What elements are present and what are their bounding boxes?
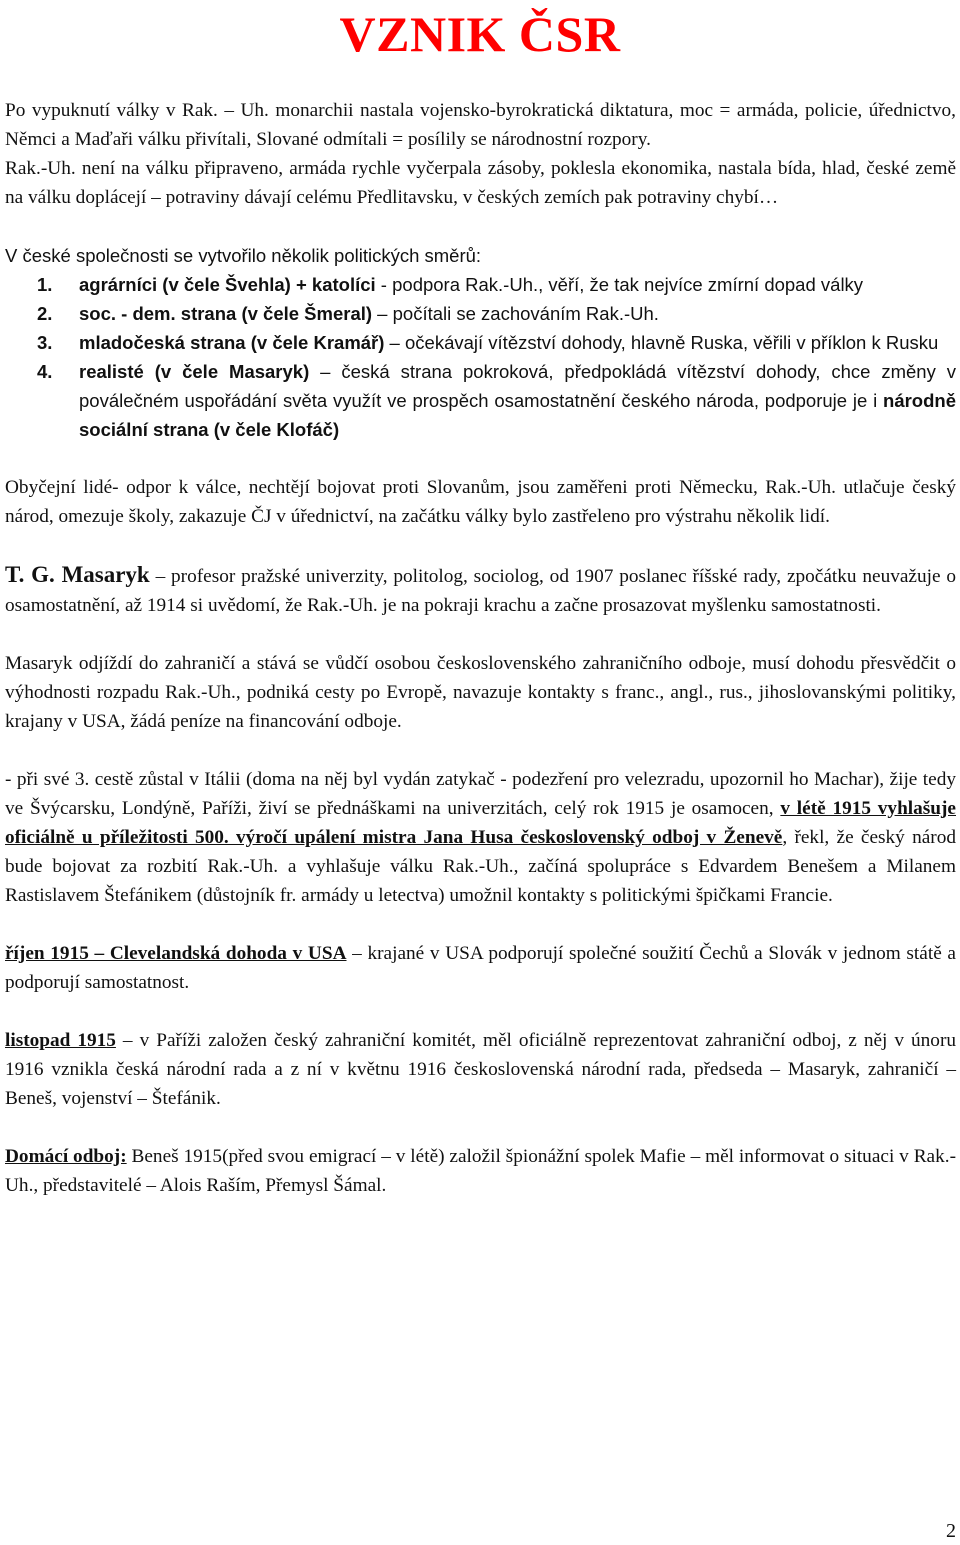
list-item bbox=[5, 270, 956, 299]
list-item-text: – počítali se zachováním Rak.-Uh. bbox=[372, 303, 659, 324]
committee-heading: listopad 1915 bbox=[5, 1030, 116, 1051]
paragraph-home-resistance: Domácí odboj: Beneš 1915(před svou emigrací – v létě) založil špionážní spolek Mafie – měl informovat o situaci v Rak.-Uh., představitelé – Alois Raším, Přemysl Šámal. bbox=[5, 1146, 956, 1196]
spacer bbox=[5, 1113, 956, 1142]
spacer bbox=[5, 736, 956, 765]
directions-intro: V české společnosti se vytvořilo několik politických směrů: bbox=[5, 245, 482, 266]
document-body bbox=[5, 96, 956, 1200]
list-number: 3. bbox=[37, 332, 53, 353]
list-item-bold: soc. - dem. strana (v čele Šmeral) bbox=[79, 303, 373, 324]
list-item-bold-2: národně sociální strana (v čele Klofáč) bbox=[79, 390, 956, 440]
list-number: 2. bbox=[37, 303, 53, 324]
geneva-declaration: v létě 1915 vyhlašuje oficiálně u příležitosti 500. výročí upálení mistra Jana Husa československý odboj v Ženevě bbox=[5, 798, 956, 848]
list-item-text: - podpora Rak.-Uh., věří, že tak nejvíce zmírní dopad války bbox=[375, 274, 864, 295]
list-item-text: – očekávají vítězství dohody, hlavně Ruska, věřili v příklon k Rusku bbox=[384, 332, 939, 353]
masaryk-text: – profesor pražské univerzity, politolog, sociolog, od 1907 poslanec říšské rady, zpočátku neuvažuje o osamostatnění, až 1914 si uvědomí, že Rak.-Uh. je na pokraji krachu a začne prosazovat myšlenku samostatnosti. bbox=[5, 566, 957, 616]
masaryk-name: Masaryk bbox=[61, 562, 150, 587]
spacer bbox=[5, 212, 956, 241]
paragraph-ordinary-people: Obyčejní lidé- odpor k válce, nechtějí bojovat proti Slovanům, jsou zaměřeni proti Německu, Rak.-Uh. utlačuje český národ, omezuje školy, zakazuje ČJ v úřednictví, na začátku války bylo zastřeleno pro výstrahu několik lidí. bbox=[5, 477, 956, 527]
list-item-bold: mladočeská strana (v čele Kramář) bbox=[79, 332, 385, 353]
list-number: 1. bbox=[37, 274, 53, 295]
cleveland-heading: říjen 1915 – Clevelandská dohoda v USA bbox=[5, 943, 347, 964]
list-item bbox=[5, 299, 956, 328]
paragraph-committee: listopad 1915 – v Paříži založen český zahraniční komitét, měl oficiálně reprezentovat zahraniční odboj, z něj v únoru 1916 vznikla česká národní rada a z ní v květnu 1916 československá národní rada, předseda – Masaryk, zahraničí – Beneš, vojenství – Štefánik. bbox=[5, 1030, 957, 1109]
spacer bbox=[5, 444, 956, 473]
spacer bbox=[5, 910, 956, 939]
political-directions-list bbox=[5, 270, 956, 444]
list-item-bold: agrárníci (v čele Švehla) + katolíci bbox=[79, 274, 376, 295]
list-item-text: – česká strana pokroková, předpokládá vítězství dohody, chce změny v poválečném uspořádání světa využít ve prospěch osamostatnění českého národa, podporuje je i bbox=[79, 361, 956, 411]
spacer bbox=[5, 620, 956, 649]
masaryk-prefix: T. G. bbox=[5, 562, 62, 587]
list-number: 4. bbox=[37, 361, 53, 382]
list-item bbox=[5, 328, 956, 357]
paragraph-cleveland: říjen 1915 – Clevelandská dohoda v USA – krajané v USA podporují společné soužití Čechů a Slovák v jednom státě a podporují samostatnost. bbox=[5, 943, 956, 993]
paragraph-unprepared: Rak.-Uh. není na válku připraveno, armáda rychle vyčerpala zásoby, poklesla ekonomika, nastala bída, hlad, české země na válku doplácejí – potraviny dávají celému Předlitavsku, v českých zemích pak potraviny chybí… bbox=[5, 158, 956, 208]
list-item-bold: realisté (v čele Masaryk) bbox=[79, 361, 310, 382]
list-item bbox=[5, 357, 956, 444]
document-title: VZNIK ČSR bbox=[339, 6, 621, 62]
spacer bbox=[5, 531, 956, 560]
spacer bbox=[5, 997, 956, 1026]
paragraph-third-journey: - při své 3. cestě zůstal v Itálii (doma na něj byl vydán zatykač - podezření pro velezradu, upozornil ho Machar), žije tedy ve Švýcarsku, Londýně, Paříži, živí se přednáškami na univerzitách, celý rok 1915 je osamocen, v létě 1915 vyhlašuje oficiálně u příležitosti 500. výročí upálení mistra Jana Husa československý odboj v Ženevě, řekl, že český národ bude bojovat za rozbití Rak.-Uh. a vyhlašuje válku Rak.-Uh., začíná spolupráce s Edvardem Benešem a Milanem Rastislavem Štefánikem (důstojník fr. armády u letectva) umožnil kontakty s politickými špičkami Francie. bbox=[5, 769, 956, 906]
home-resistance-heading: Domácí odboj: bbox=[5, 1146, 127, 1167]
page-number: 2 bbox=[946, 1520, 956, 1542]
paragraph-masaryk bbox=[5, 560, 956, 620]
paragraph-abroad: Masaryk odjíždí do zahraničí a stává se vůdčí osobou československého zahraničního odboje, musí dohodu přesvědčit o výhodnosti rozpadu Rak.-Uh., podniká cesty po Evropě, navazuje kontakty s franc., angl., rus., jihoslovanskými politiky, krajany v USA, žádá peníze na financování odboje. bbox=[5, 653, 956, 732]
paragraph-war-outbreak: Po vypuknutí války v Rak. – Uh. monarchii nastala vojensko-byrokratická diktatura, moc = armáda, policie, úřednictvo, Němci a Maďaři válku přivítali, Slované odmítali = posílily se národnostní rozpory. bbox=[5, 100, 956, 150]
